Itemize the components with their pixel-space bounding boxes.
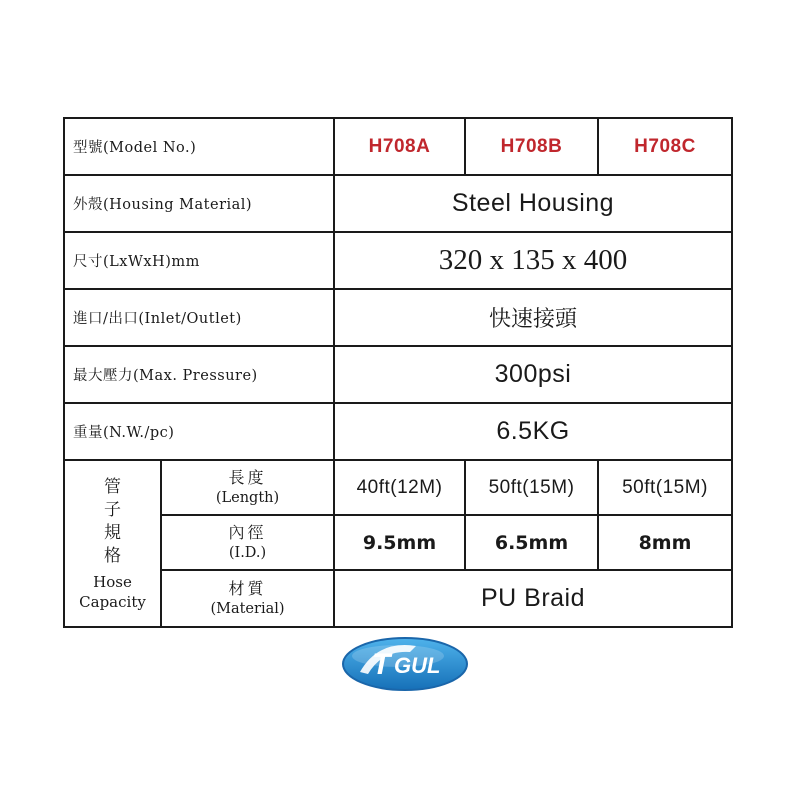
hose-length-row: [64, 460, 732, 515]
housing-label: 外殼(Housing Material): [64, 175, 334, 232]
model-h708a: H708A: [334, 118, 465, 175]
material-label-en: (Material): [210, 600, 285, 617]
pressure-value: 300psi: [334, 346, 732, 403]
weight-row: [64, 403, 732, 460]
hose-group-en-line1: Hose: [93, 572, 132, 591]
hose-capacity-group: [64, 460, 161, 627]
model-h708b: H708B: [465, 118, 598, 175]
size-value: 320 x 135 x 400: [334, 232, 732, 289]
size-row: [64, 232, 732, 289]
material-value: PU Braid: [334, 570, 732, 627]
weight-label: 重量(N.W./pc): [64, 403, 334, 460]
logo-text-gul: GUL: [394, 653, 441, 678]
length-h708b: 50ft(15M): [465, 460, 598, 515]
material-label-cjk: 材質: [228, 578, 267, 598]
id-h708c: 8mm: [598, 515, 732, 570]
id-h708b: 6.5mm: [465, 515, 598, 570]
length-h708a: 40ft(12M): [334, 460, 465, 515]
inlet-label: 進口/出口(Inlet/Outlet): [64, 289, 334, 346]
id-label: [161, 515, 334, 570]
length-label-en: (Length): [215, 489, 280, 506]
hose-material-row: [64, 570, 732, 627]
hose-id-row: [64, 515, 732, 570]
inlet-value: 快速接頭: [334, 289, 732, 346]
material-label: [161, 570, 334, 627]
inlet-row: [64, 289, 732, 346]
hose-group-char: 規: [104, 522, 121, 543]
housing-row: [64, 175, 732, 232]
tgul-logo: [338, 632, 472, 696]
length-label-cjk: 長度: [228, 467, 267, 487]
hose-group-char: 子: [104, 499, 121, 520]
pressure-row: [64, 346, 732, 403]
hose-group-cjk: [65, 476, 160, 568]
length-h708c: 50ft(15M): [598, 460, 732, 515]
hose-group-char: 管: [104, 476, 121, 497]
model-h708c: H708C: [598, 118, 732, 175]
size-label: 尺寸(LxWxH)mm: [64, 232, 334, 289]
housing-value: Steel Housing: [334, 175, 732, 232]
model-row: [64, 118, 732, 175]
model-label: 型號(Model No.): [64, 118, 334, 175]
pressure-label: 最大壓力(Max. Pressure): [64, 346, 334, 403]
weight-value: 6.5KG: [334, 403, 732, 460]
spec-table: [63, 117, 733, 628]
length-label: [161, 460, 334, 515]
id-label-en: (I.D.): [228, 544, 267, 561]
id-h708a: 9.5mm: [334, 515, 465, 570]
hose-group-en-line2: Capacity: [79, 592, 146, 611]
logo-text-t: T: [372, 648, 391, 681]
id-label-cjk: 內徑: [228, 522, 267, 542]
hose-group-char: 格: [104, 545, 121, 566]
